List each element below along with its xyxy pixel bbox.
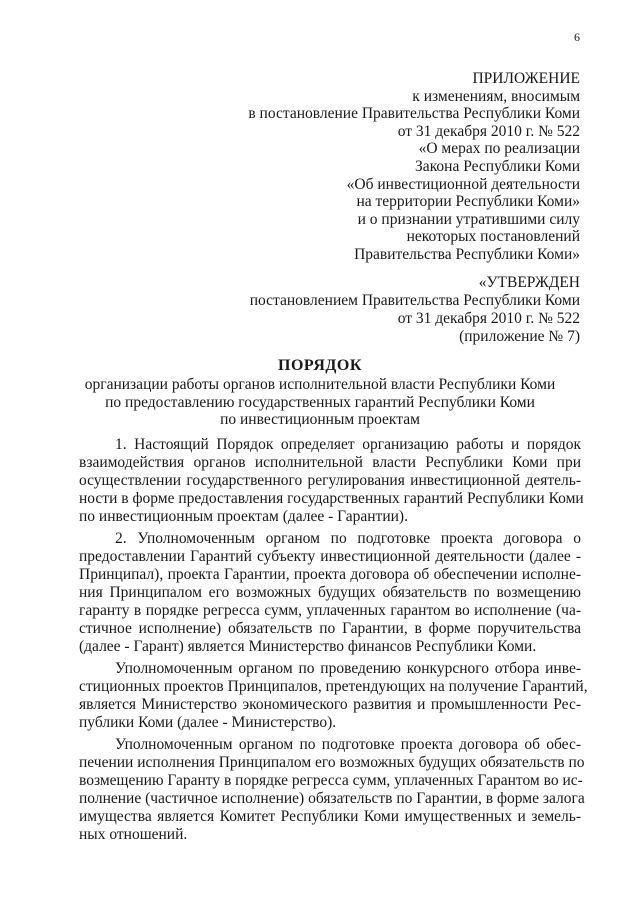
appendix-line: Закона Республики Коми [415,157,580,175]
appendix-header [248,70,580,264]
paragraph-line: является Министерство экономического развития и промышленности Рес- [79,696,581,713]
paragraph-line: Принципал), проекта Гарантии, проекта договора об обеспечении исполне- [79,566,581,583]
paragraph-line: стиционных проектов Принципалов, претендующих на получение Гарантий, [79,678,588,695]
approval-stamp-text [250,274,580,346]
document-title: ПОРЯДОК [278,357,362,374]
paragraph-line: публики Коми (далее - Министерство). [79,714,337,731]
approved-line: от 31 декабря 2010 г. № 522 [397,310,580,327]
appendix-line: на территории Республики Коми» [356,193,580,211]
paragraph-line: стичное исполнение) обязательств по Гарантии, в форме поручительства [79,620,581,637]
appendix-line: некоторых постановлений [406,228,580,246]
paragraph-line: предоставлении Гарантий субъекту инвестиционной деятельности (далее - [79,548,581,565]
appendix-line: Правительства Республики Коми» [354,245,580,263]
subtitle-line: организации работы органов исполнительной власти Республики Коми [84,376,556,393]
paragraph-line: ния Принципалом его возможных будущих обязательств по возмещению [79,584,581,601]
paragraph-line: по инвестиционным проектам (далее - Гарантии). [79,508,408,525]
document-subtitle [0,376,640,429]
appendix-line: от 31 декабря 2010 г. № 522 [397,122,580,140]
paragraph-line: Уполномоченным органом по проведению конкурсного отбора инве- [115,660,581,677]
paragraph-line: 2. Уполномоченным органом по подготовке проекта договора о [115,530,581,547]
approved-line: постановлением Правительства Республики Коми [249,292,580,309]
paragraph-line: возмещению Гаранту в порядке регресса сумм, уплаченных Гарантом во ис- [79,772,583,789]
paragraph-line: 1. Настоящий Порядок определяет организацию работы и порядок [115,436,581,453]
appendix-line: к изменениям, вносимым [412,87,580,105]
paragraph-3 [79,660,588,732]
page-number: 6 [574,30,580,44]
appendix-line: «О мерах по реализации [418,140,580,158]
paragraph-line: (далее - Гарант) является Министерство финансов Республики Коми. [79,638,537,655]
subtitle-line: по предоставлению государственных гарантий Республики Коми [105,393,535,411]
paragraph-line: ности в форме предоставления государственных гарантий Республики Коми [79,490,584,507]
appendix-line: и о признании утратившими силу [357,210,580,228]
appendix-title: ПРИЛОЖЕНИЕ [472,70,580,87]
paragraph-2 [79,530,581,656]
paragraph-line: взаимодействия органов исполнительной власти Республики Коми при [79,454,581,471]
paragraph-line: осуществлении государственного регулирования инвестиционной деятель- [79,472,581,489]
paragraph-1 [79,436,584,526]
paragraph-line: имущества является Комитет Республики Коми имущественных и земель- [79,808,581,825]
approved-line: (приложение № 7) [459,328,580,345]
paragraph-line: полнение (частичное исполнение) обязательств по Гарантии, в форме залога [79,790,585,807]
paragraph-line: печении исполнения Принципалом его возможных будущих обязательств по [79,754,585,771]
paragraph-line: Уполномоченным органом по подготовке проекта договора об обес- [115,736,581,753]
subtitle-line: по инвестиционным проектам [220,411,420,428]
paragraph-4 [79,736,585,844]
document-body [79,436,588,848]
paragraph-line: гаранту в порядке регресса сумм, уплаченных гарантом во исполнение (ча- [79,602,581,619]
appendix-line: «Об инвестиционной деятельности [346,175,580,193]
paragraph-line: ных отношений. [79,826,188,843]
appendix-line: в постановление Правительства Республики Коми [248,105,580,123]
approved-title: «УТВЕРЖДЕН [478,274,580,291]
